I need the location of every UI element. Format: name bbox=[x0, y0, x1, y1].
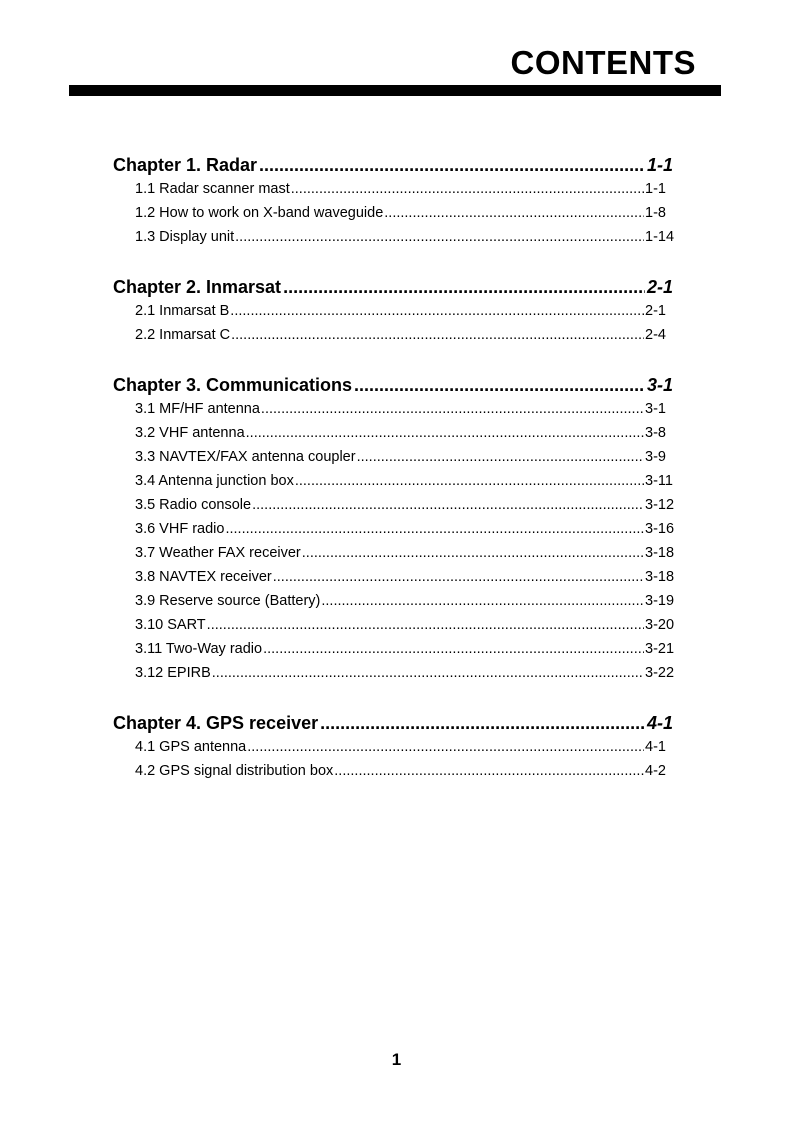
dot-leader bbox=[295, 473, 644, 489]
chapter-page: 1-1 bbox=[646, 155, 673, 175]
chapter-title: Chapter 2. Inmarsat bbox=[113, 277, 282, 297]
toc-entry[interactable] bbox=[135, 425, 677, 449]
section-page: 3-8 bbox=[645, 425, 666, 441]
section-title: 2.1 Inmarsat B bbox=[135, 303, 230, 319]
section-page: 2-4 bbox=[645, 327, 666, 343]
dot-leader bbox=[230, 303, 644, 319]
dot-leader bbox=[291, 181, 644, 197]
section-page: 4-2 bbox=[645, 763, 666, 779]
chapter-3-entry[interactable] bbox=[113, 375, 677, 401]
section-title: 4.2 GPS signal distribution box bbox=[135, 763, 334, 779]
toc-entry[interactable] bbox=[135, 327, 677, 351]
section-page: 1-8 bbox=[645, 205, 666, 221]
dot-leader bbox=[302, 545, 644, 561]
section-page: 1-14 bbox=[645, 229, 675, 245]
section-title: 3.12 EPIRB bbox=[135, 665, 211, 681]
toc-entry[interactable] bbox=[135, 763, 677, 787]
table-of-contents bbox=[113, 155, 677, 811]
toc-entry[interactable] bbox=[135, 569, 677, 593]
section-page: 3-18 bbox=[645, 545, 675, 561]
toc-entry[interactable] bbox=[135, 181, 677, 205]
section-page: 3-1 bbox=[645, 401, 666, 417]
section-title: 3.11 Two-Way radio bbox=[135, 641, 263, 657]
dot-leader bbox=[247, 739, 644, 755]
section-title: 1.3 Display unit bbox=[135, 229, 235, 245]
dot-leader bbox=[252, 497, 644, 513]
page-title: CONTENTS bbox=[510, 44, 696, 81]
chapter-2-entry[interactable] bbox=[113, 277, 677, 303]
toc-entry[interactable] bbox=[135, 521, 677, 545]
section-title: 3.7 Weather FAX receiver bbox=[135, 545, 301, 561]
section-title: 3.9 Reserve source (Battery) bbox=[135, 593, 321, 609]
dot-leader bbox=[263, 641, 644, 657]
section-page: 3-19 bbox=[645, 593, 675, 609]
toc-entry[interactable] bbox=[135, 303, 677, 327]
section-page: 4-1 bbox=[645, 739, 666, 755]
dot-leader bbox=[320, 713, 645, 734]
toc-entry[interactable] bbox=[135, 545, 677, 569]
section-title: 2.2 Inmarsat C bbox=[135, 327, 231, 343]
section-title: 1.2 How to work on X-band waveguide bbox=[135, 205, 384, 221]
chapter-page: 4-1 bbox=[646, 713, 673, 733]
dot-leader bbox=[273, 569, 644, 585]
chapter-page: 2-1 bbox=[646, 277, 673, 297]
section-title: 1.1 Radar scanner mast bbox=[135, 181, 290, 197]
dot-leader bbox=[354, 375, 645, 396]
toc-entry[interactable] bbox=[135, 665, 677, 689]
section-title: 3.8 NAVTEX receiver bbox=[135, 569, 272, 585]
section-page: 2-1 bbox=[645, 303, 666, 319]
toc-entry[interactable] bbox=[135, 593, 677, 617]
toc-entry[interactable] bbox=[135, 617, 677, 641]
chapter-3 bbox=[113, 375, 677, 689]
chapter-1 bbox=[113, 155, 677, 253]
chapter-title: Chapter 4. GPS receiver bbox=[113, 713, 319, 733]
toc-entry[interactable] bbox=[135, 473, 677, 497]
dot-leader bbox=[235, 229, 644, 245]
chapter-title: Chapter 3. Communications bbox=[113, 375, 353, 395]
section-page: 3-22 bbox=[645, 665, 675, 681]
chapter-page: 3-1 bbox=[646, 375, 673, 395]
dot-leader bbox=[384, 205, 644, 221]
section-title: 3.6 VHF radio bbox=[135, 521, 225, 537]
section-title: 3.3 NAVTEX/FAX antenna coupler bbox=[135, 449, 356, 465]
toc-entry[interactable] bbox=[135, 229, 677, 253]
chapter-4-entry[interactable] bbox=[113, 713, 677, 739]
section-title: 3.10 SART bbox=[135, 617, 206, 633]
section-title: 3.1 MF/HF antenna bbox=[135, 401, 260, 417]
toc-entry[interactable] bbox=[135, 449, 677, 473]
dot-leader bbox=[283, 277, 645, 298]
section-page: 3-18 bbox=[645, 569, 675, 585]
section-page: 3-21 bbox=[645, 641, 675, 657]
section-title: 3.4 Antenna junction box bbox=[135, 473, 294, 489]
chapter-2 bbox=[113, 277, 677, 351]
section-page: 3-20 bbox=[645, 617, 675, 633]
dot-leader bbox=[261, 401, 644, 417]
dot-leader bbox=[225, 521, 644, 537]
dot-leader bbox=[357, 449, 644, 465]
dot-leader bbox=[259, 155, 645, 176]
toc-entry[interactable] bbox=[135, 401, 677, 425]
page-number: 1 bbox=[391, 1050, 402, 1069]
section-title: 3.5 Radio console bbox=[135, 497, 252, 513]
dot-leader bbox=[231, 327, 644, 343]
section-page: 3-11 bbox=[645, 473, 673, 489]
title-rule bbox=[69, 85, 721, 96]
section-page: 1-1 bbox=[645, 181, 666, 197]
section-title: 3.2 VHF antenna bbox=[135, 425, 245, 441]
toc-entry[interactable] bbox=[135, 205, 677, 229]
dot-leader bbox=[321, 593, 644, 609]
section-title: 4.1 GPS antenna bbox=[135, 739, 247, 755]
chapter-4 bbox=[113, 713, 677, 787]
dot-leader bbox=[207, 617, 644, 633]
section-page: 3-12 bbox=[645, 497, 675, 513]
toc-entry[interactable] bbox=[135, 641, 677, 665]
section-page: 3-9 bbox=[645, 449, 666, 465]
dot-leader bbox=[212, 665, 644, 681]
section-page: 3-16 bbox=[645, 521, 675, 537]
toc-entry[interactable] bbox=[135, 497, 677, 521]
dot-leader bbox=[246, 425, 644, 441]
chapter-title: Chapter 1. Radar bbox=[113, 155, 258, 175]
dot-leader bbox=[334, 763, 644, 779]
chapter-1-entry[interactable] bbox=[113, 155, 677, 181]
toc-entry[interactable] bbox=[135, 739, 677, 763]
